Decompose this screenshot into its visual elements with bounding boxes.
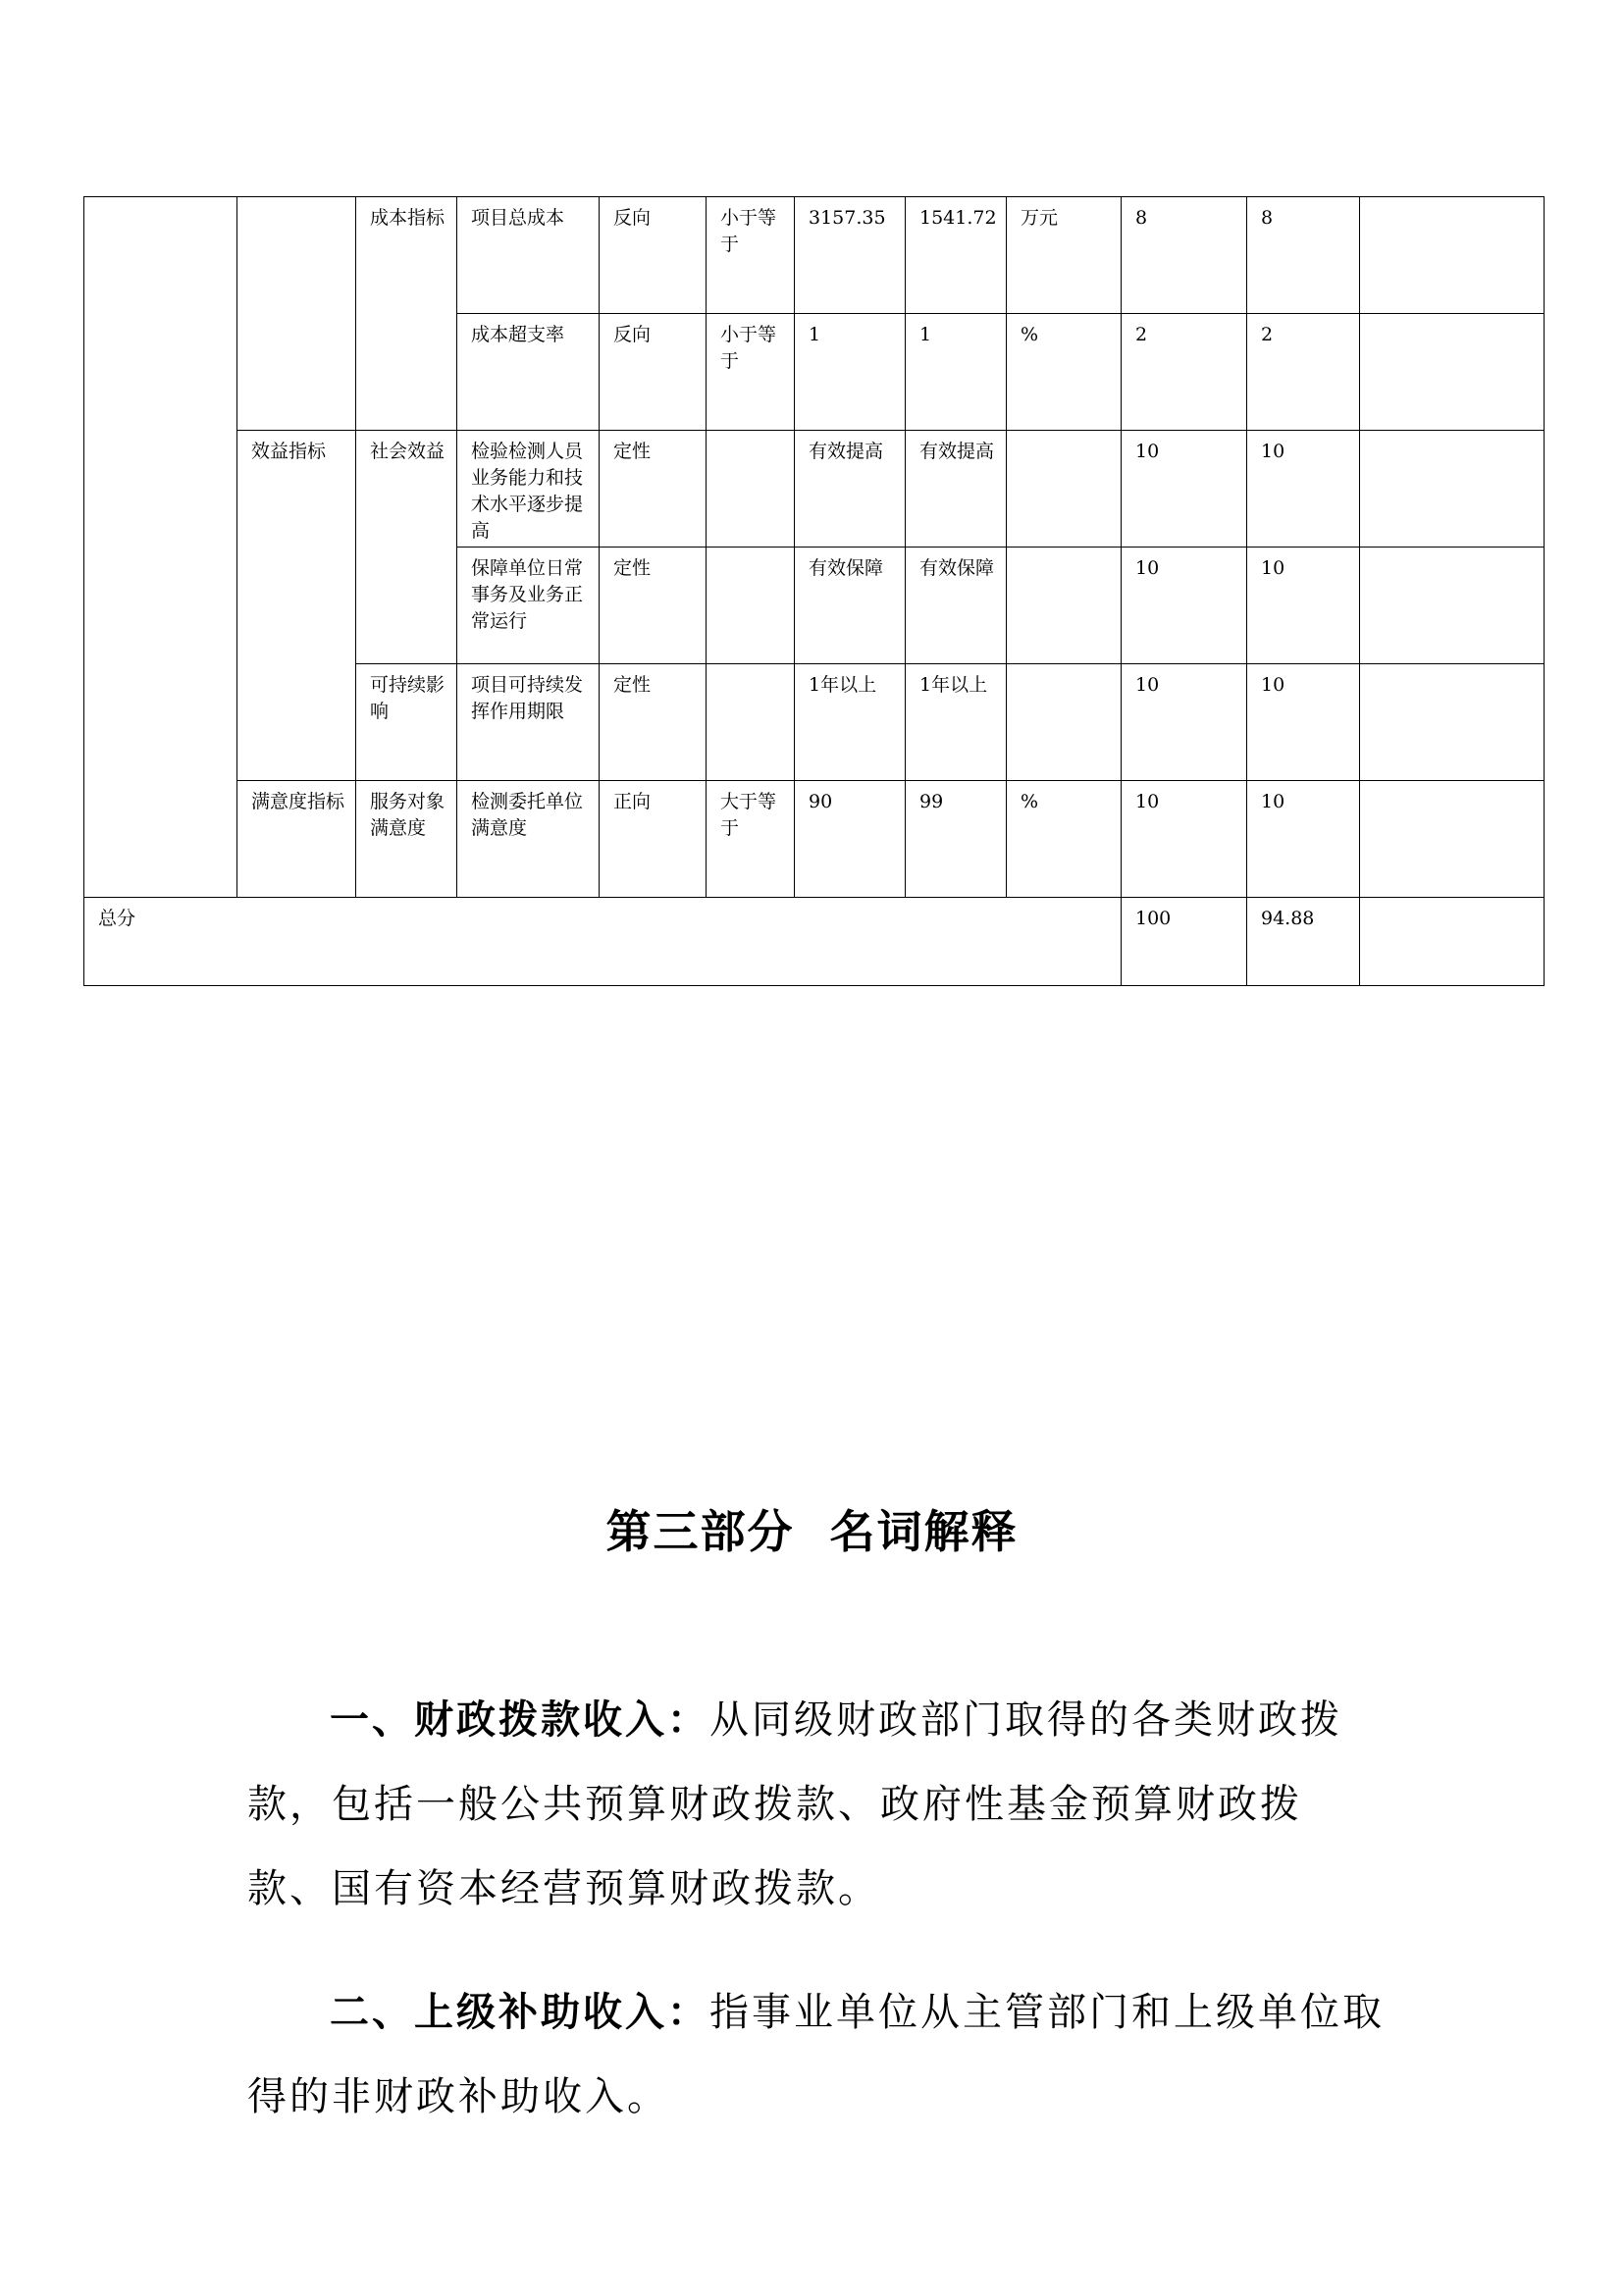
table-cell: 成本超支率 [457,314,600,431]
table-cell: 3157.35 [795,197,906,314]
table-row [84,781,1545,898]
table-cell: 有效提高 [906,431,1007,548]
table-cell: 10 [1122,664,1247,781]
table-cell: 服务对象满意度 [356,781,457,898]
definition-text: 指事业单位从主管部门和上级单位取得的非财政补助收入。 [247,1990,1385,2119]
table-cell [1360,197,1545,314]
table-cell: 1541.72 [906,197,1007,314]
table-cell: 反向 [600,197,707,314]
table-cell: 10 [1247,548,1360,664]
table-cell [1360,548,1545,664]
table-cell: 1 [906,314,1007,431]
table-cell: 有效保障 [906,548,1007,664]
table-total-row [84,898,1545,986]
table-cell: 满意度指标 [237,781,356,898]
table-cell: 有效提高 [795,431,906,548]
table-cell [1360,431,1545,548]
table-cell: 效益指标 [237,431,356,781]
definition-paragraph [247,1970,1386,2139]
table-cell: 项目可持续发挥作用期限 [457,664,600,781]
total-note [1360,898,1545,986]
table-cell: 99 [906,781,1007,898]
table-cell: 8 [1247,197,1360,314]
table-cell [1007,664,1122,781]
table-row [84,197,1545,314]
table-cell: 检测委托单位满意度 [457,781,600,898]
table-cell: 成本指标 [356,197,457,431]
table-cell: 保障单位日常事务及业务正常运行 [457,548,600,664]
table-cell: 1年以上 [795,664,906,781]
table-cell: % [1007,781,1122,898]
table-cell: 2 [1122,314,1247,431]
table-cell: 1 [795,314,906,431]
table-cell: % [1007,314,1122,431]
table-cell [707,664,795,781]
table-cell: 有效保障 [795,548,906,664]
table-cell: 项目总成本 [457,197,600,314]
table-cell: 正向 [600,781,707,898]
table-cell: 万元 [1007,197,1122,314]
performance-indicator-table [83,196,1545,986]
total-actual: 94.88 [1247,898,1360,986]
table-cell [237,197,356,431]
total-label: 总分 [84,898,1122,986]
total-score: 100 [1122,898,1247,986]
table-cell: 90 [795,781,906,898]
table-cell: 1年以上 [906,664,1007,781]
table-cell: 可持续影响 [356,664,457,781]
section-title [0,1496,1624,1561]
table-cell: 10 [1122,431,1247,548]
table-cell: 10 [1122,781,1247,898]
table-cell [707,548,795,664]
definition-paragraph [247,1678,1386,1931]
table-cell: 检验检测人员业务能力和技术水平逐步提高 [457,431,600,548]
table-cell: 小于等于 [707,197,795,314]
table-cell: 10 [1247,431,1360,548]
table-cell: 社会效益 [356,431,457,664]
table-cell [1360,314,1545,431]
table-cell [707,431,795,548]
table-cell [1007,548,1122,664]
table-cell: 2 [1247,314,1360,431]
section-title-part: 第三部分 [605,1505,795,1558]
table-cell [1007,431,1122,548]
definition-text: 从同级财政部门取得的各类财政拨款，包括一般公共预算财政拨款、政府性基金预算财政拨款、国有资本经营预算财政拨款。 [247,1697,1342,1911]
table-cell: 定性 [600,664,707,781]
table-cell [84,197,237,898]
definition-term: 二、上级补助收入： [330,1990,709,2035]
table-cell: 10 [1247,781,1360,898]
table-cell: 8 [1122,197,1247,314]
table-cell [1360,781,1545,898]
table-cell: 定性 [600,548,707,664]
table-cell: 小于等于 [707,314,795,431]
table-cell: 定性 [600,431,707,548]
table-cell: 10 [1247,664,1360,781]
table-cell: 10 [1122,548,1247,664]
table-cell: 大于等于 [707,781,795,898]
definition-term: 一、财政拨款收入： [330,1697,709,1743]
table-cell: 反向 [600,314,707,431]
section-title-name: 名词解释 [829,1505,1019,1558]
table-row [84,431,1545,548]
table-cell [1360,664,1545,781]
